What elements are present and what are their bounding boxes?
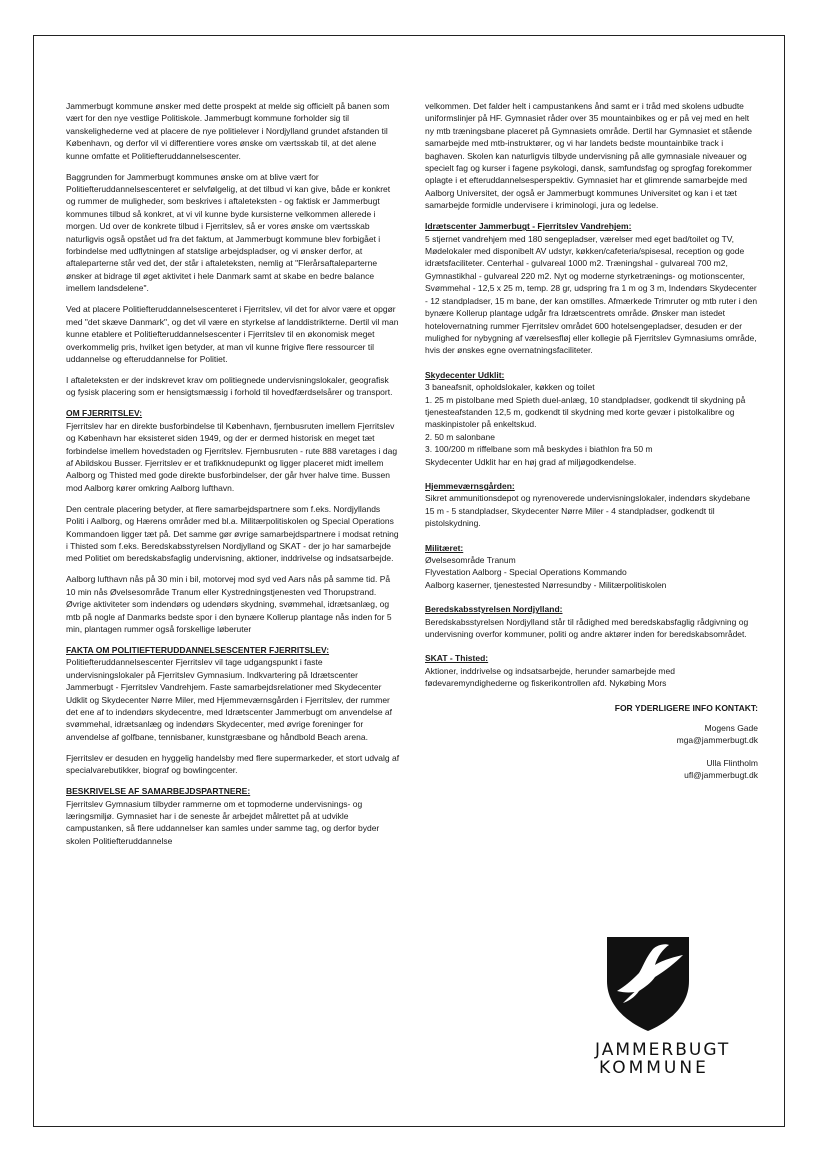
contact-person bbox=[425, 722, 758, 747]
contact-email[interactable]: mga@jammerbugt.dk bbox=[676, 735, 758, 746]
beskrivelse-heading: BESKRIVELSE AF SAMARBEJDSPARTNERE: bbox=[66, 786, 251, 797]
skydecenter-line: 3. 100/200 m riffelbane som må beskydes i biathlon fra 50 m bbox=[425, 444, 653, 455]
contact-email[interactable]: ufl@jammerbugt.dk bbox=[684, 770, 758, 781]
beredskab-text: Beredskabsstyrelsen Nordjylland står til rådighed med beredskabsfaglig rådgivning og undervisning overfor kommuner, politi og andre aktører inden for beredskabsområdet. bbox=[425, 616, 749, 640]
fjerritslev-paragraph-3: Aalborg lufthavn nås på 30 min i bil, motorvej mod syd ved Aars nås på samme tid. På 10 min nås Øvelsesområde Tranum eller Kystredningstjenesten ved Thorupstrand. Øvrige aktiviteter som indendørs og udendørs skydning, svømmehal, idrætsanlæg, og mtb på nogle af Danmarks bedste spor i den bynære Kollerup plantage nås inden for 5 min, plantagen rummer også forskellige løberuter bbox=[66, 574, 392, 634]
intro-paragraph-4: I aftaleteksten er der indskrevet krav om politiegnede undervisningslokaler, geografisk og fysisk placering som er hensigtsmæssig i forhold til hovedfærdselsårer og transport. bbox=[66, 374, 393, 398]
militaer-line: Aalborg kaserner, tjenestested Nørresundby - Militærpolitiskolen bbox=[425, 579, 667, 590]
shield-bird-icon bbox=[603, 933, 693, 1033]
right-column bbox=[425, 100, 758, 792]
hjemmevaern-section bbox=[425, 480, 758, 530]
fjerritslev-heading: OM FJERRITSLEV: bbox=[66, 408, 143, 419]
skat-text: Aktioner, inddrivelse og indsatsarbejde, herunder samarbejde med fødevaremyndighederne og fiskerikontrollen afd. Nykøbing Mors bbox=[425, 665, 675, 689]
beredskab-heading: Beredskabsstyrelsen Nordjylland: bbox=[425, 604, 563, 615]
skydecenter-line: 1. 25 m pistolbane med Spieth duel-anlæg, 10 standpladser, godkendt til skydning på tjenesteafstanden 12,5 m, godkendt til skydning med korte gevær i pistolkalibre og maskinpistoler på enkeltskud. bbox=[425, 394, 746, 430]
skydecenter-heading: Skydecenter Udklit: bbox=[425, 369, 505, 380]
logo-wordmark bbox=[595, 1041, 730, 1077]
skat-heading: SKAT - Thisted: bbox=[425, 653, 489, 664]
skat-section bbox=[425, 652, 758, 689]
fakta-paragraph-2: Fjerritslev er desuden en hyggelig handelsby med flere supermarkeder, et stort udvalg af specialvarebutikker, biograf og bowlingcenter. bbox=[66, 752, 400, 776]
fjerritslev-paragraph-2: Den centrale placering betyder, at flere samarbejdspartnere som f.eks. Nordjyllands Politi i Aalborg, og Hærens områder med bl.a. Militærpolitiskolen og Special Operations Kommandoen ligger tæt på. Det samme gør øvrige samarbejdspartnere i modsat retning i Thisted som f.eks. Beredskabsstyrelsen Nordjylland og SKAT - der jo har samarbejde med Politiet om beredskabsfaglig undervisning, aktioner, inddrivelse og indsatsarbejde. bbox=[66, 503, 399, 564]
gymnasium-continued-paragraph: velkommen. Det falder helt i campustankens ånd samt er i tråd med skolens udbudte uniformslinjer på HF. Gymnasiet råder over 35 mountainbikes og er på vej med en helt ny mtb træningsbane placeret på Gymnasiets område. Dertil har Gymnasiet et stående samarbejde med mtb-instruktører, og vi har landets bedste mountainbike track i baghaven. Skolen kan naturligvis tilbyde undervisning på alle gymnasiale niveauer og specielt fag og kurser i fagene psykologi, dansk, samfundsfag og sprogfag forekommer oplagte i et efteruddannelsesperspektiv. Gymnasiet har et glimrende samarbejde med Aalborg Universitet, der også er Jammerbugt kommunes Universitet og kan i et tæt samarbejde formidle undervisere i kriminologi, jura og ledelse. bbox=[425, 101, 752, 211]
contact-name: Ulla Flintholm bbox=[706, 757, 758, 768]
contact-person bbox=[425, 757, 758, 782]
skydecenter-section bbox=[425, 369, 758, 468]
militaer-line: Øvelsesområde Tranum bbox=[425, 555, 516, 565]
contact-name: Mogens Gade bbox=[704, 723, 758, 734]
fjerritslev-paragraph-1: Fjerritslev har en direkte busforbindelse til København, fjernbusruten imellem Fjerritslev og København har eksisteret siden 1949, og der er dermed historisk en meget tæt forbindelse imellem hovedstaden og Fjerritslev. Fjernbusruten - rute 888 varetages i dag af Abildskou Busser. Fjerritslev er et trafikknudepunkt og ligger placeret midt imellem Aalborg og Thisted med gode direkte busforbindelser, der går hver halve time. Bussen mod Aalborg kører omkring Aalborg lufthavn. bbox=[66, 420, 398, 493]
jammerbugt-logo bbox=[595, 933, 745, 1093]
skydecenter-line: 3 baneafsnit, opholdslokaler, køkken og toilet bbox=[425, 382, 595, 393]
hjemmevaern-heading: Hjemmeværnsgården: bbox=[425, 480, 515, 491]
idraetscenter-heading: Idrætscenter Jammerbugt - Fjerritslev Vandrehjem: bbox=[425, 221, 632, 232]
skydecenter-line: Skydecenter Udklit har en høj grad af miljøgodkendelse. bbox=[425, 456, 637, 467]
beskrivelse-paragraph: Fjerritslev Gymnasium tilbyder rammerne om et topmoderne undervisnings- og læringsmiljø. Gymnasiet har i de seneste år arbejdet målrettet på at udvikle campustanken, så flere uddannelser kan samles under samme tag, og derfor byder skolen Politiefteruddannelse bbox=[66, 798, 380, 846]
intro-paragraph-3: Ved at placere Politiefteruddannelsescenteret i Fjerritslev, vil det for alvor være et opgør med "det skæve Danmark", og det vil være en styrkelse af landdistrikterne. Dertil vil man kunne etablere et Politiefteruddannelsescenter i Fjerritslev til en økonomisk meget overkommelig pris, hvilket igen betyder, at man vil kunne frigive flere ressourcer til uddannelse og efteruddannelse for Politiet. bbox=[66, 304, 399, 364]
militaer-section bbox=[425, 542, 758, 592]
militaer-line: Flyvestation Aalborg - Special Operations Kommando bbox=[425, 567, 627, 578]
intro-paragraph-1: Jammerbugt kommune ønsker med dette prospekt at melde sig officielt på banen som vært for den nye vestlige Politiskole. Jammerbugt kommune forholder sig til vanskelighederne ved at placere de nye politielever i Nordjylland grundet afstanden til København, og derfor vil vi differentiere vores ønske om værtsskab til, at det alene kunne omfatte et Politiefteruddannelsescenter. bbox=[66, 101, 390, 161]
fakta-heading: FAKTA OM POLITIEFTERUDDANNELSESCENTER FJERRITSLEV: bbox=[66, 645, 330, 655]
contact-title: FOR YDERLIGERE INFO KONTAKT: bbox=[614, 702, 758, 713]
beredskab-section bbox=[425, 603, 758, 640]
idraetscenter-text: 5 stjernet vandrehjem med 180 sengepladser, værelser med eget bad/toilet og TV, Mødelokaler med disponibelt AV udstyr, køkken/cafeteria/spisesal, reception og gode idrætsfaciliteter. Centerhal - gulvareal 1000 m2. Træningshal - gulvareal 700 m2, Gymnastikhal - gulvareal 220 m2. Nyt og moderne styrketrænings- og motionscenter, Svømmehal - 12,5 x 25 m, temp. 28 gr, udspring fra 1 m og 3 m, Indendørs Skydecenter - 12 standpladser, 15 m bane, der kan omstilles. Afmærkede Trimruter og mtb ruter i den bynære Kollerup plantage udgår fra Idrætscentrets område. Ønsker man istedet hotelovernatning rummer Fjerritslev området 600 hotelsengepladser, desuden er der mulighed for nybygning af værelsesfløj eller kollegie på Fjerritslev Gymnasiums område, hvis der ønskes egne overnatningsfaciliteter. bbox=[425, 233, 758, 356]
skydecenter-line: 2. 50 m salonbane bbox=[425, 431, 495, 442]
militaer-heading: Militæret: bbox=[425, 542, 464, 553]
intro-paragraph-2: Baggrunden for Jammerbugt kommunes ønske om at blive vært for Politiefteruddannelsescenteret er selvfølgelig, at det tilbud vi kan give, både er konkret og rummer de muligheder, som beskrives i aftaleteksten - og faktisk er Jammerbugt kommunes tilbud så konkret, at vi vil kunne byde kursisterne velkommen allerede i morgen. Ud over de konkrete tilbud i Fjerritslev, så er vores ønske om værtsskab naturligvis også opstået ud fra det faktum, at Jammerbugt kommune blev forbigået i forbindelse med udflytningen af statslige arbejdspladser, og vi ønsker derfor, at aftaleparterne står ved det, der står i aftaleteksten, nemlig at "Flerårsaftaleparterne ønsker at bidrage til øget aktivitet i hele Danmark samt at skabe en bedre balance imellem landsdelene". bbox=[66, 171, 391, 294]
left-column bbox=[66, 100, 400, 856]
idraetscenter-section bbox=[425, 220, 758, 356]
logo-line-2: KOMMUNE bbox=[599, 1058, 709, 1078]
hjemmevaern-text: Sikret ammunitionsdepot og nyrenoverede undervisningslokaler, indendørs skydebane 15 m - 5 standpladser, Skydecenter Nørre Miler - 4 standpladser, godkendt til pistolskydning. bbox=[425, 493, 751, 529]
contact-block bbox=[425, 702, 758, 782]
fakta-paragraph-1: Politiefteruddannelsescenter Fjerritslev vil tage udgangspunkt i faste undervisningslokaler på Fjerritslev Gymnasium. Indkvartering på Idrætscenter Jammerbugt - Fjerritslev Vandrehjem. Faste samarbejdsrelationer med Skydecenter Udklit og Skydecenter Nørre Miler, med Hjemmeværnsgården i Fjerritslev, der rummer det ene af to indendørs skydecentre, med Idrætscenter Jammerbugt om anvendelse af svømmehal, idrætsanlæg og indendørs Skydecenter, med øvrige foreninger for anvendelse af golfbane, tennisbaner, kunstgræsbane og håndbold Beach arena. bbox=[66, 657, 393, 742]
logo-line-1: JAMMERBUGT bbox=[595, 1040, 731, 1060]
